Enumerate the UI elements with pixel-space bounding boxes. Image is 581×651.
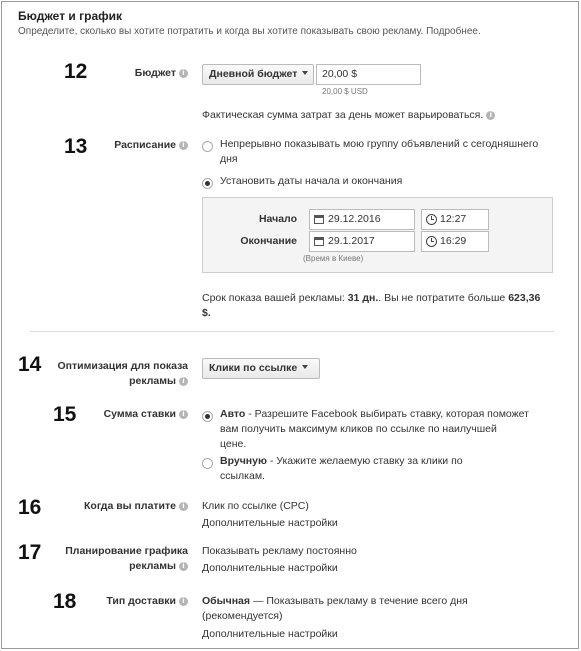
info-icon[interactable]: i xyxy=(179,410,188,419)
budget-currency-note: 20,00 $ USD xyxy=(322,87,368,96)
end-label: Окончание xyxy=(240,235,297,247)
clock-icon xyxy=(426,236,437,247)
info-icon[interactable]: i xyxy=(179,141,188,150)
end-time-input[interactable]: 16:29 xyxy=(421,231,489,252)
schedule-label: Расписание i xyxy=(62,138,188,153)
start-time-input[interactable]: 12:27 xyxy=(421,209,489,230)
delivery-more-link[interactable]: Дополнительные настройки xyxy=(202,628,338,640)
step-number-17: 17 xyxy=(18,541,42,564)
budget-amount-input[interactable]: 20,00 $ xyxy=(316,64,421,85)
info-icon[interactable]: i xyxy=(179,69,188,78)
budget-schedule-panel xyxy=(1,1,579,649)
bid-manual-radio[interactable] xyxy=(202,458,213,469)
delivery-label: Тип доставки i xyxy=(62,594,188,609)
schedule-summary: Срок показа вашей рекламы: 31 дн.. Вы не потратите больше 623,36 $. xyxy=(202,292,541,319)
schedule-dates-text: Установить даты начала и окончания xyxy=(220,175,403,187)
chevron-down-icon xyxy=(302,365,308,369)
calendar-icon xyxy=(314,237,324,246)
info-icon[interactable]: i xyxy=(179,562,188,571)
budget-label: Бюджет i xyxy=(62,66,188,81)
bid-manual-text: Вручную - Укажите желаемую ставку за клики по ссылкам. xyxy=(220,455,463,482)
step-number-15: 15 xyxy=(53,403,77,426)
ad-schedule-value: Показывать рекламу постоянно xyxy=(202,545,357,557)
info-icon[interactable]: i xyxy=(486,111,495,120)
ad-schedule-label: Планирование графика рекламы i xyxy=(65,545,188,572)
pay-value: Клик по ссылке (CPC) xyxy=(202,500,309,512)
chevron-down-icon xyxy=(302,71,308,75)
optimization-dropdown[interactable]: Клики по ссылке xyxy=(202,358,320,379)
start-label: Начало xyxy=(258,213,297,225)
schedule-continuous-text: Непрерывно показывать мою группу объявлений с сегодняшнего дня xyxy=(220,138,539,165)
step-number-16: 16 xyxy=(18,496,42,519)
bid-auto-text: Авто - Разрешите Facebook выбирать ставку, которая поможет вам получить максимум кликов по ссылке по наилучшей цене. xyxy=(220,408,529,450)
info-icon[interactable]: i xyxy=(179,597,188,606)
schedule-dates-radio[interactable] xyxy=(202,178,213,189)
section-subtitle: Определите, сколько вы хотите потратить и когда вы хотите показывать свою рекламу. Подробнее. xyxy=(18,26,481,37)
step-number-13: 13 xyxy=(64,135,88,158)
step-number-18: 18 xyxy=(53,590,77,613)
ad-schedule-more-link[interactable]: Дополнительные настройки xyxy=(202,562,338,574)
clock-icon xyxy=(426,214,437,225)
bid-label: Сумма ставки i xyxy=(62,407,188,422)
budget-type-dropdown[interactable]: Дневной бюджет xyxy=(202,64,314,85)
calendar-icon xyxy=(314,215,324,224)
start-date-input[interactable]: 29.12.2016 xyxy=(309,209,415,230)
step-number-14: 14 xyxy=(18,353,42,376)
schedule-continuous-radio[interactable] xyxy=(202,141,213,152)
timezone-note: (Время в Киеве) xyxy=(303,254,364,263)
section-divider xyxy=(30,331,554,332)
step-number-12: 12 xyxy=(64,60,88,83)
bid-auto-radio[interactable] xyxy=(202,411,213,422)
info-icon[interactable]: i xyxy=(179,502,188,511)
delivery-value: Обычная — Показывать рекламу в течение всего дня (рекомендуется) xyxy=(202,595,468,622)
section-title: Бюджет и график xyxy=(18,9,123,23)
budget-note: Фактическая сумма затрат за день может варьироваться. i xyxy=(202,108,495,123)
end-date-input[interactable]: 29.1.2017 xyxy=(309,231,415,252)
pay-label: Когда вы платите i xyxy=(46,499,188,514)
date-range-box xyxy=(202,197,553,273)
info-icon[interactable]: i xyxy=(179,377,188,386)
pay-more-link[interactable]: Дополнительные настройки xyxy=(202,517,338,529)
optimization-label: Оптимизация для показа рекламы i xyxy=(57,360,188,387)
